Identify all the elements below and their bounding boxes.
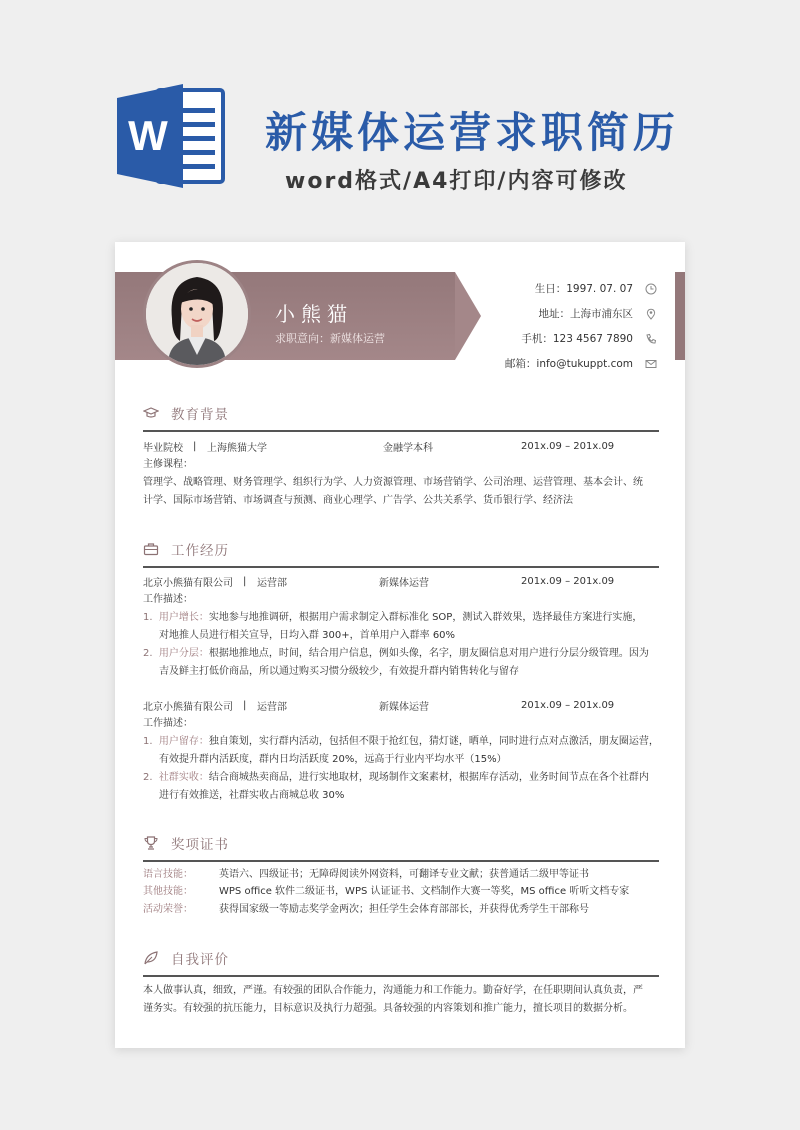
company-name: 北京小熊猫有限公司 (143, 702, 233, 713)
graduation-cap-icon (143, 405, 159, 421)
avatar (143, 260, 251, 368)
education-section (143, 402, 659, 510)
job-entry (143, 573, 659, 681)
job-item (143, 609, 659, 627)
section-title-work: 工作经历 (171, 543, 229, 559)
birthday-text: 生日：1997. 07. 07 (534, 283, 633, 295)
award-text: WPS office 软件二级证书，WPS 认证证书、文档制作大赛一等奖，MS office 听听文档专家 (219, 886, 630, 897)
email-text: 邮箱：info@tukuppt.com (504, 358, 633, 370)
contact-address (437, 301, 657, 326)
trophy-icon (143, 835, 159, 851)
item-text: 独自策划，实行群内活动，包括但不限于抢红包，猜灯谜，晒单，同时进行点对点激活，朋友圈运营， (208, 735, 659, 747)
department: 运营部 (257, 702, 287, 713)
contact-birthday (437, 276, 657, 301)
separator: | (193, 441, 197, 452)
award-text: 英语六、四级证书；无障碍阅读外网资料，可翻译专业文献；获普通话二级甲等证书 (219, 868, 589, 880)
contact-list (437, 276, 657, 376)
award-label: 其他技能： (143, 886, 193, 897)
location-icon (645, 308, 657, 320)
item-text-cont: 有效提升群内活跃度，群内日均活跃度 20%，远高于行业内平均水平（15%） (159, 753, 507, 765)
word-logo-letter: W (128, 112, 168, 159)
divider (143, 975, 659, 977)
award-row (143, 883, 659, 901)
separator: | (243, 700, 247, 711)
awards-section (143, 832, 659, 918)
major: 金融学本科 (383, 443, 433, 454)
banner-right-strip (675, 272, 685, 360)
phone-text: 手机：123 4567 7890 (521, 333, 633, 345)
job-item (143, 645, 659, 663)
job-entry (143, 697, 659, 805)
company-name: 北京小熊猫有限公司 (143, 578, 233, 589)
item-tag: 社群实收： (158, 771, 209, 783)
self-eval-line-2: 谨务实。有较强的抗压能力，目标意识及执行力超强。具备较强的内容策划和推广能力，擅长项目的数据分析。 (143, 1002, 633, 1014)
item-text-cont: 吉及鲜主打低价商品，所以通过购买习惯分级较少，有效提升群内销售转化与留存 (159, 665, 519, 677)
item-number: 2. (143, 771, 153, 783)
section-title-education: 教育背景 (171, 407, 229, 423)
mail-icon (645, 358, 657, 370)
award-row (143, 866, 659, 884)
education-period: 201x.09 – 201x.09 (521, 441, 615, 452)
job-period: 201x.09 – 201x.09 (521, 576, 615, 587)
item-text-cont: 进行有效推送，社群实收占商城总收 30% (159, 789, 345, 801)
section-title-awards: 奖项证书 (171, 837, 229, 853)
item-number: 2. (143, 647, 153, 659)
item-tag: 用户留存： (158, 735, 209, 747)
leaf-icon (143, 950, 159, 966)
job-role: 新媒体运营 (379, 578, 429, 589)
divider (143, 566, 659, 568)
work-section (143, 538, 659, 805)
job-desc-label: 工作描述： (143, 593, 193, 605)
item-text: 结合商城热卖商品，进行实地取材，现场制作文案素材，根据库存活动，业务时间节点在各个社群内 (208, 771, 649, 783)
job-period: 201x.09 – 201x.09 (521, 700, 615, 711)
resume-page (115, 242, 685, 1048)
promo-subtitle: word格式/A4打印/内容可修改 (285, 169, 628, 194)
courses-line-2: 计学、国际市场营销、市场调查与预测、商业心理学、广告学、公共关系学、货币银行学、经济法 (143, 494, 573, 506)
phone-icon (645, 333, 657, 345)
job-intent: 求职意向：新媒体运营 (275, 332, 385, 345)
item-text: 根据地推地点，时间，结合用户信息，例如头像，名字，朋友圈信息对用户进行分层分级管理。因为 (208, 647, 649, 659)
job-header (143, 697, 659, 715)
item-number: 1. (143, 735, 153, 747)
separator: | (243, 576, 247, 587)
school-label: 毕业院校 (143, 443, 183, 454)
job-item (143, 769, 659, 787)
department: 运营部 (257, 578, 287, 589)
education-row (143, 438, 659, 456)
award-label: 语言技能： (143, 868, 193, 880)
job-header (143, 573, 659, 591)
item-tag: 用户分层： (158, 647, 209, 659)
briefcase-icon (143, 541, 159, 557)
divider (143, 860, 659, 862)
address-text: 地址：上海市浦东区 (538, 308, 633, 320)
item-tag: 用户增长： (158, 611, 209, 623)
award-label: 活动荣誉： (143, 903, 193, 915)
item-number: 1. (143, 611, 153, 623)
promo-title: 新媒体运营求职简历 (265, 108, 680, 157)
school-name: 上海熊猫大学 (207, 443, 267, 454)
candidate-name: 小熊猫 (275, 302, 353, 326)
divider (143, 430, 659, 432)
item-text: 实地参与地推调研，根据用户需求制定入群标准化 SOP，测试入群效果，选择最佳方案进行实施， (208, 611, 643, 623)
contact-phone (437, 326, 657, 351)
self-eval-line-1: 本人做事认真，细致，严谨。有较强的团队合作能力，沟通能力和工作能力。勤奋好学，在任职期间认真负责，严 (143, 984, 643, 996)
job-role: 新媒体运营 (379, 702, 429, 713)
job-desc-label: 工作描述： (143, 717, 193, 729)
section-title-self-eval: 自我评价 (171, 952, 229, 968)
self-eval-section (143, 947, 659, 1018)
award-row (143, 901, 659, 919)
job-item (143, 733, 659, 751)
award-text: 获得国家级一等励志奖学金两次；担任学生会体育部部长，并获得优秀学生干部称号 (219, 903, 589, 915)
contact-email (437, 351, 657, 376)
word-logo-icon (117, 84, 227, 188)
clock-icon (645, 283, 657, 295)
courses-label: 主修课程： (143, 458, 193, 470)
item-text-cont: 对地推人员进行相关宣导，日均入群 300+，首单用户入群率 60% (159, 629, 456, 641)
courses-line-1: 管理学、战略管理、财务管理学、组织行为学、人力资源管理、市场营销学、公司治理、运营管理、基本会计、统 (143, 476, 643, 488)
